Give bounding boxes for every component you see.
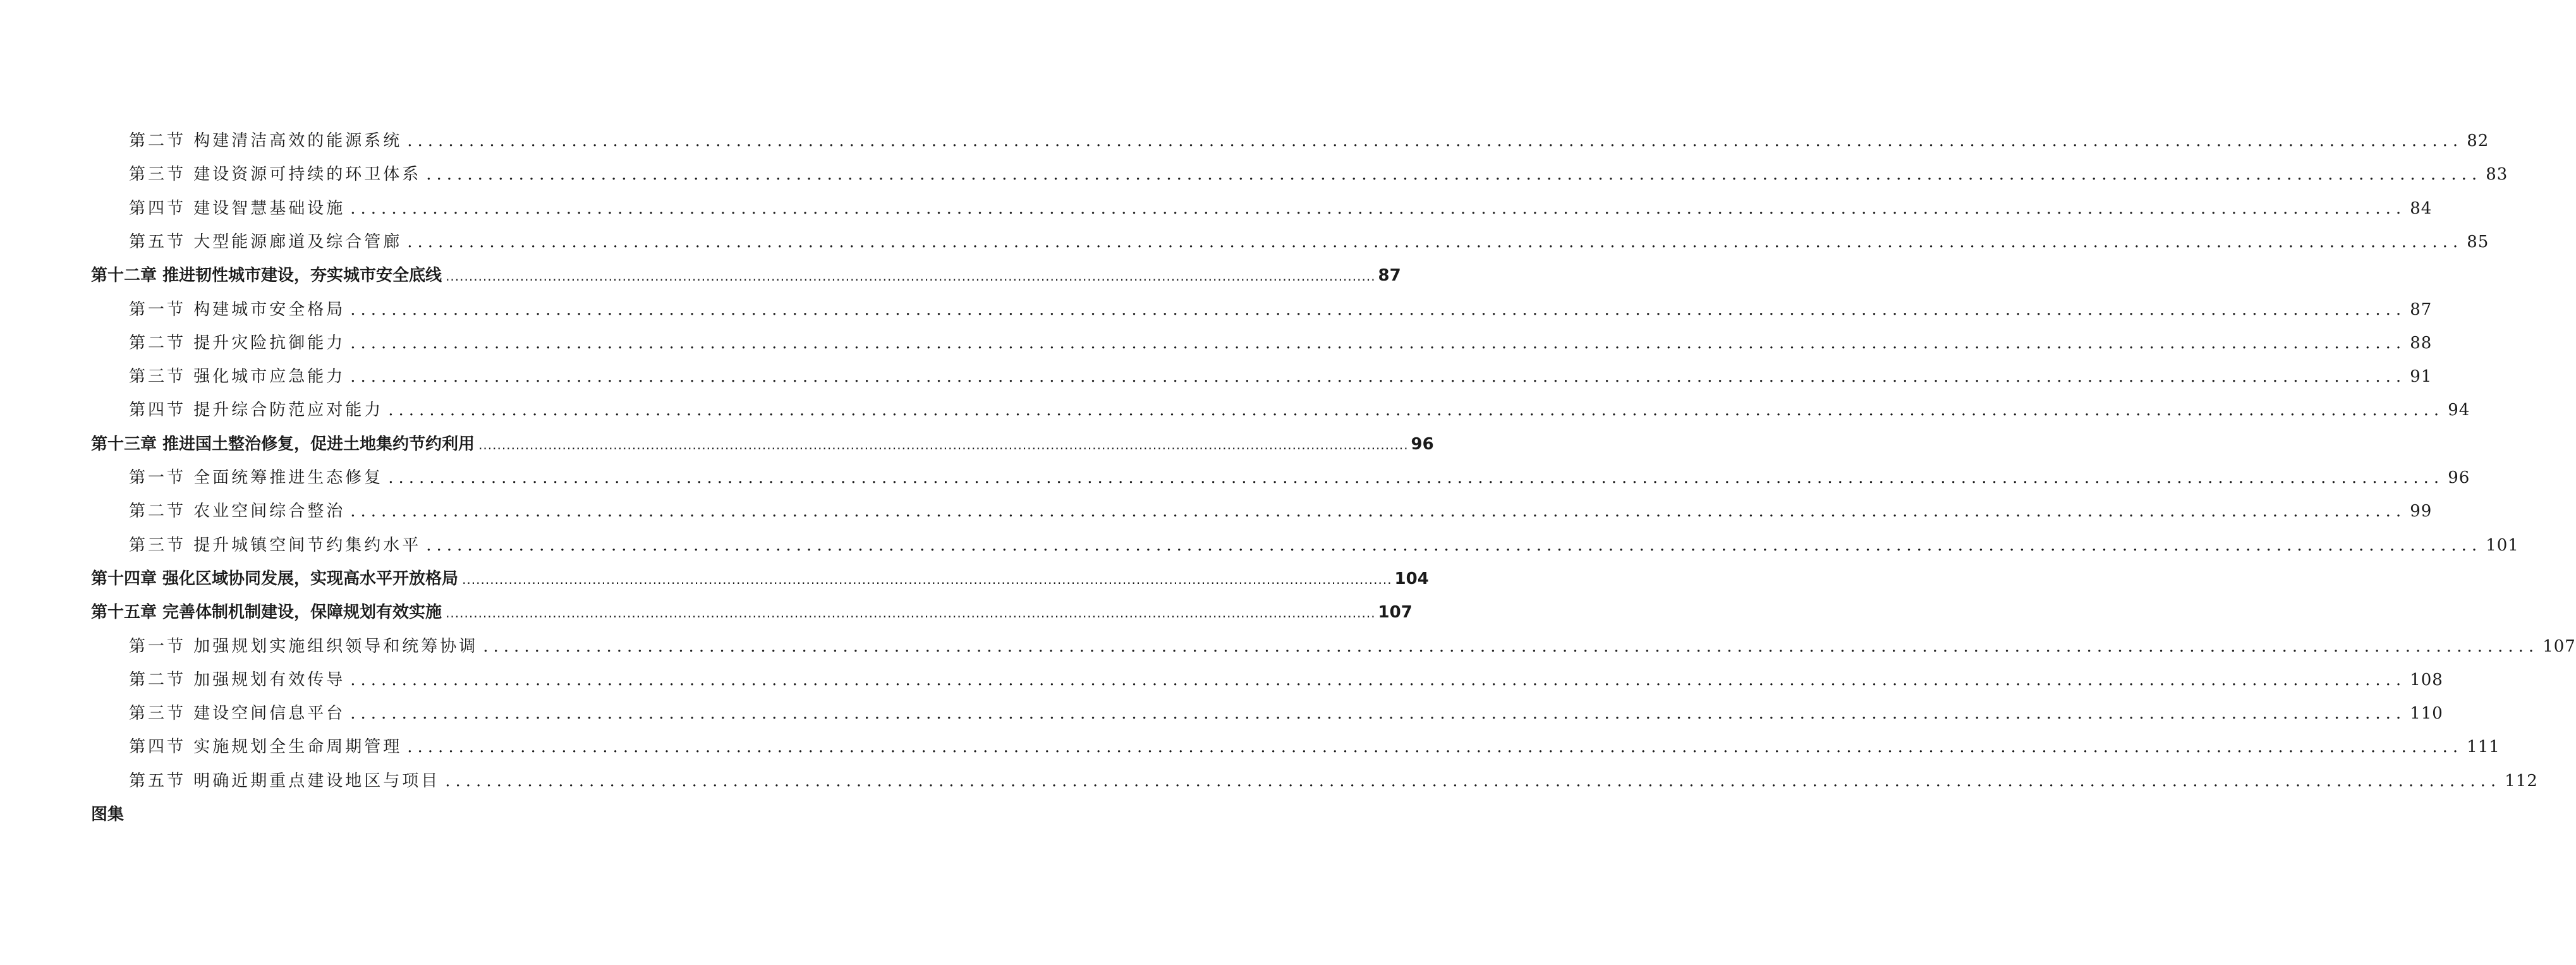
toc-entry-title: 第四节 提升综合防范应对能力: [129, 401, 384, 420]
toc-chapter-entry: [91, 600, 1413, 625]
toc-dot-leader: ........................................................................................................................................................................................................: [462, 572, 1392, 587]
toc-section-entry: [129, 499, 2433, 524]
toc-entry-title: 第二节 农业空间综合整治: [129, 502, 346, 521]
toc-page-number: 96: [2448, 468, 2470, 487]
toc-page-number: 83: [2486, 165, 2508, 184]
toc-entry-title: 第三节 强化城市应急能力: [129, 367, 346, 386]
toc-entry-title: 第四节 实施规划全生命周期管理: [129, 737, 403, 756]
toc-dot-leader: ........................................................................................................................................................................................................: [350, 367, 2407, 386]
toc-section-entry: [129, 364, 2433, 389]
toc-section-entry: [129, 196, 2433, 221]
toc-entry-title: 第五节 大型能源廊道及综合管廊: [129, 233, 403, 252]
toc-section-entry: [129, 768, 2538, 794]
toc-entry-title: 第十三章 推进国土整治修复，促进土地集约节约利用: [91, 435, 475, 454]
toc-dot-leader: ........................................................................................................................................................................................................: [483, 637, 2539, 656]
toc-dot-leader: ........................................................................................................................................................................................................: [407, 131, 2464, 150]
toc-page-number: 112: [2505, 772, 2538, 791]
toc-dot-leader: ........................................................................................................................................................................................................: [388, 401, 2445, 420]
toc-dot-leader: ........................................................................................................................................................................................................: [426, 165, 2482, 184]
toc-entry-title: 第三节 建设资源可持续的环卫体系: [129, 165, 422, 184]
toc-chapter-entry: [91, 263, 1401, 288]
toc-dot-leader: ........................................................................................................................................................................................................: [407, 737, 2464, 756]
toc-entry-title: 第五节 明确近期重点建设地区与项目: [129, 772, 440, 791]
toc-section-entry: [129, 331, 2433, 356]
toc-section-entry: [129, 398, 2470, 423]
toc-dot-leader: ........................................................................................................................................................................................................: [445, 772, 2501, 791]
toc-section-entry: [129, 465, 2470, 490]
toc-dot-leader: ........................................................................................................................................................................................................: [478, 437, 1409, 452]
toc-dot-leader: ........................................................................................................................................................................................................: [407, 233, 2464, 252]
toc-dot-leader: ........................................................................................................................................................................................................: [446, 269, 1376, 284]
toc-entry-title: 图集: [91, 805, 125, 824]
toc-dot-leader: ........................................................................................................................................................................................................: [388, 468, 2445, 487]
toc-dot-leader: ........................................................................................................................................................................................................: [350, 502, 2407, 521]
toc-entry-title: 第十四章 强化区域协同发展，实现高水平开放格局: [91, 569, 459, 588]
toc-section-entry: [129, 667, 2443, 693]
toc-page-number: 111: [2467, 737, 2500, 756]
toc-entry-title: 第四节 建设智慧基础设施: [129, 199, 346, 218]
toc-chapter-entry: [91, 432, 1434, 457]
toc-page-number: 85: [2467, 233, 2489, 252]
toc-entry-title: 第三节 建设空间信息平台: [129, 704, 346, 723]
toc-section-entry: [129, 229, 2489, 255]
toc-page-number: 101: [2486, 536, 2519, 555]
toc-section-entry: [129, 734, 2500, 760]
toc-page-number: 87: [2410, 300, 2433, 319]
toc-entry-title: 第一节 构建城市安全格局: [129, 300, 346, 319]
toc-dot-leader: ........................................................................................................................................................................................................: [350, 671, 2407, 689]
toc-page-number: 87: [1378, 266, 1401, 285]
toc-dot-leader: ........................................................................................................................................................................................................: [350, 199, 2407, 218]
toc-section-entry: [129, 297, 2433, 322]
toc-page-number: 91: [2410, 367, 2433, 386]
toc-chapter-entry: [91, 566, 1429, 592]
toc-section-entry: [129, 533, 2519, 558]
toc-page-number: 84: [2410, 199, 2433, 218]
toc-page-number: 107: [2543, 637, 2576, 656]
toc-dot-leader: ........................................................................................................................................................................................................: [350, 334, 2407, 353]
toc-section-entry: [129, 128, 2489, 154]
toc-entry-title: 第十二章 推进韧性城市建设，夯实城市安全底线: [91, 266, 442, 285]
toc-page-number: 82: [2467, 131, 2489, 150]
toc-page-number: 110: [2410, 704, 2443, 723]
toc-dot-leader: ........................................................................................................................................................................................................: [426, 536, 2482, 555]
toc-section-entry: [129, 162, 2508, 187]
toc-entry-title: 第三节 提升城镇空间节约集约水平: [129, 536, 422, 555]
toc-page-number: 88: [2410, 334, 2433, 353]
toc-section-entry: [129, 634, 2576, 659]
toc-page-number: 108: [2410, 671, 2443, 689]
toc-dot-leader: ........................................................................................................................................................................................................: [446, 605, 1376, 621]
toc-page-number: 99: [2410, 502, 2433, 521]
toc-section-entry: [129, 701, 2443, 726]
toc-dot-leader: ........................................................................................................................................................................................................: [350, 300, 2407, 319]
toc-entry-title: 第二节 构建清洁高效的能源系统: [129, 131, 403, 150]
toc-page-number: 94: [2448, 401, 2470, 420]
toc-entry-title: 第二节 提升灾险抗御能力: [129, 334, 346, 353]
toc-page-number: 104: [1394, 569, 1429, 588]
toc-entry-title: 第二节 加强规划有效传导: [129, 671, 346, 689]
toc-entry-title: 第一节 全面统筹推进生态修复: [129, 468, 384, 487]
toc-dot-leader: ........................................................................................................................................................................................................: [350, 704, 2407, 723]
toc-page-number: 107: [1378, 603, 1413, 622]
toc-appendix-entry: [91, 802, 597, 827]
toc-entry-title: 第十五章 完善体制机制建设，保障规划有效实施: [91, 603, 442, 622]
toc-page-number: 96: [1411, 435, 1434, 454]
toc-entry-title: 第一节 加强规划实施组织领导和统筹协调: [129, 637, 478, 656]
